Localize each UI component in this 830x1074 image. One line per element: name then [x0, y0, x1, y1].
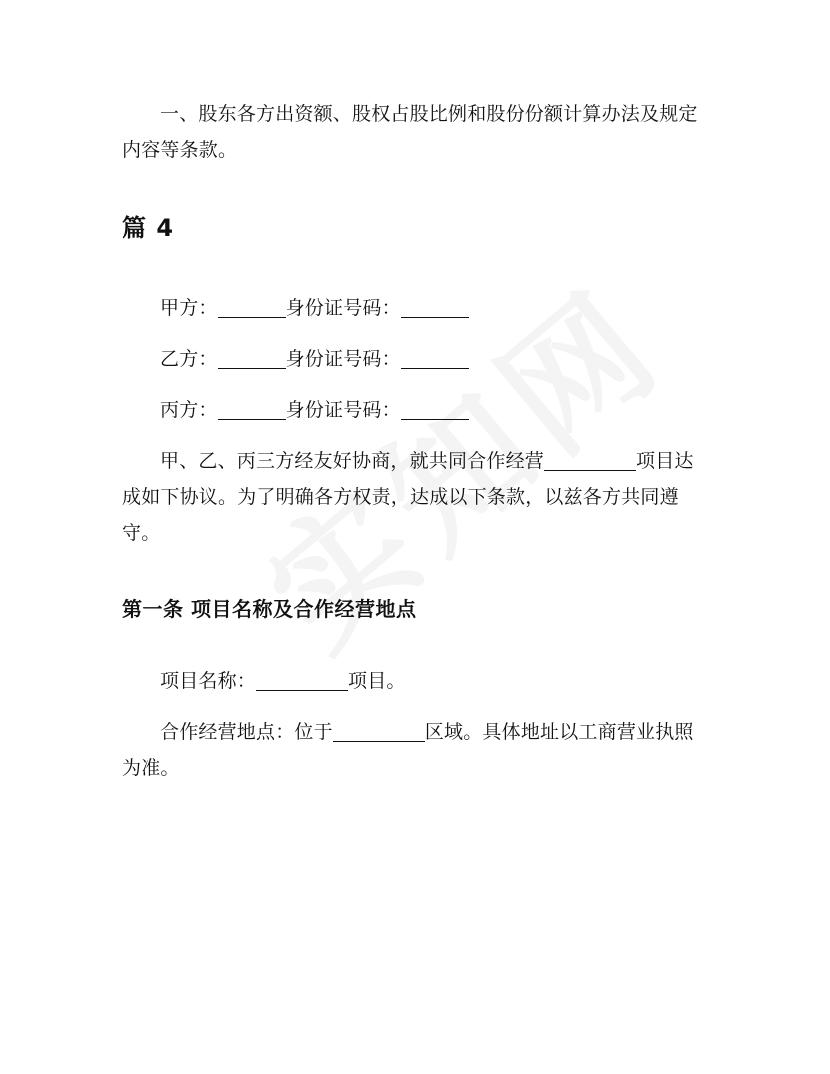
document-body [122, 96, 702, 786]
location-paragraph [122, 714, 702, 786]
name-blank [218, 297, 286, 318]
location-suffix: 区域。具体地址以工商营业执照为准。 [122, 721, 694, 779]
party-label: 甲方： [160, 297, 218, 319]
party-line-a [122, 290, 702, 326]
project-name-suffix: 项目。 [348, 670, 406, 692]
name-blank [218, 399, 286, 420]
id-label: 身份证号码： [285, 297, 401, 319]
location-blank [333, 721, 425, 742]
location-label: 合作经营地点：位于 [160, 721, 333, 743]
id-blank [401, 348, 469, 369]
project-name-line [122, 663, 702, 699]
party-label: 乙方： [160, 348, 218, 370]
party-line-c [122, 392, 702, 428]
id-blank [401, 297, 469, 318]
party-label: 丙方： [160, 399, 218, 421]
party-line-b [122, 341, 702, 377]
intro-paragraph: 一、股东各方出资额、股权占股比例和股份份额计算办法及规定内容等条款。 [122, 103, 698, 161]
article-title: 第一条 项目名称及合作经营地点 [122, 597, 417, 621]
project-name-blank [256, 670, 348, 691]
agreement-paragraph [122, 443, 702, 551]
name-blank [218, 348, 286, 369]
id-label: 身份证号码： [285, 399, 401, 421]
section-title: 篇 4 [122, 214, 175, 242]
project-blank [544, 450, 636, 471]
id-label: 身份证号码： [285, 348, 401, 370]
project-name-label: 项目名称： [160, 670, 257, 692]
id-blank [401, 399, 469, 420]
agreement-text-after: 项目达成如下协议。为了明确各方权责，达成以下条款，以兹各方共同遵守。 [122, 450, 694, 544]
agreement-text-before: 甲、乙、丙三方经友好协商，就共同合作经营 [160, 450, 545, 472]
